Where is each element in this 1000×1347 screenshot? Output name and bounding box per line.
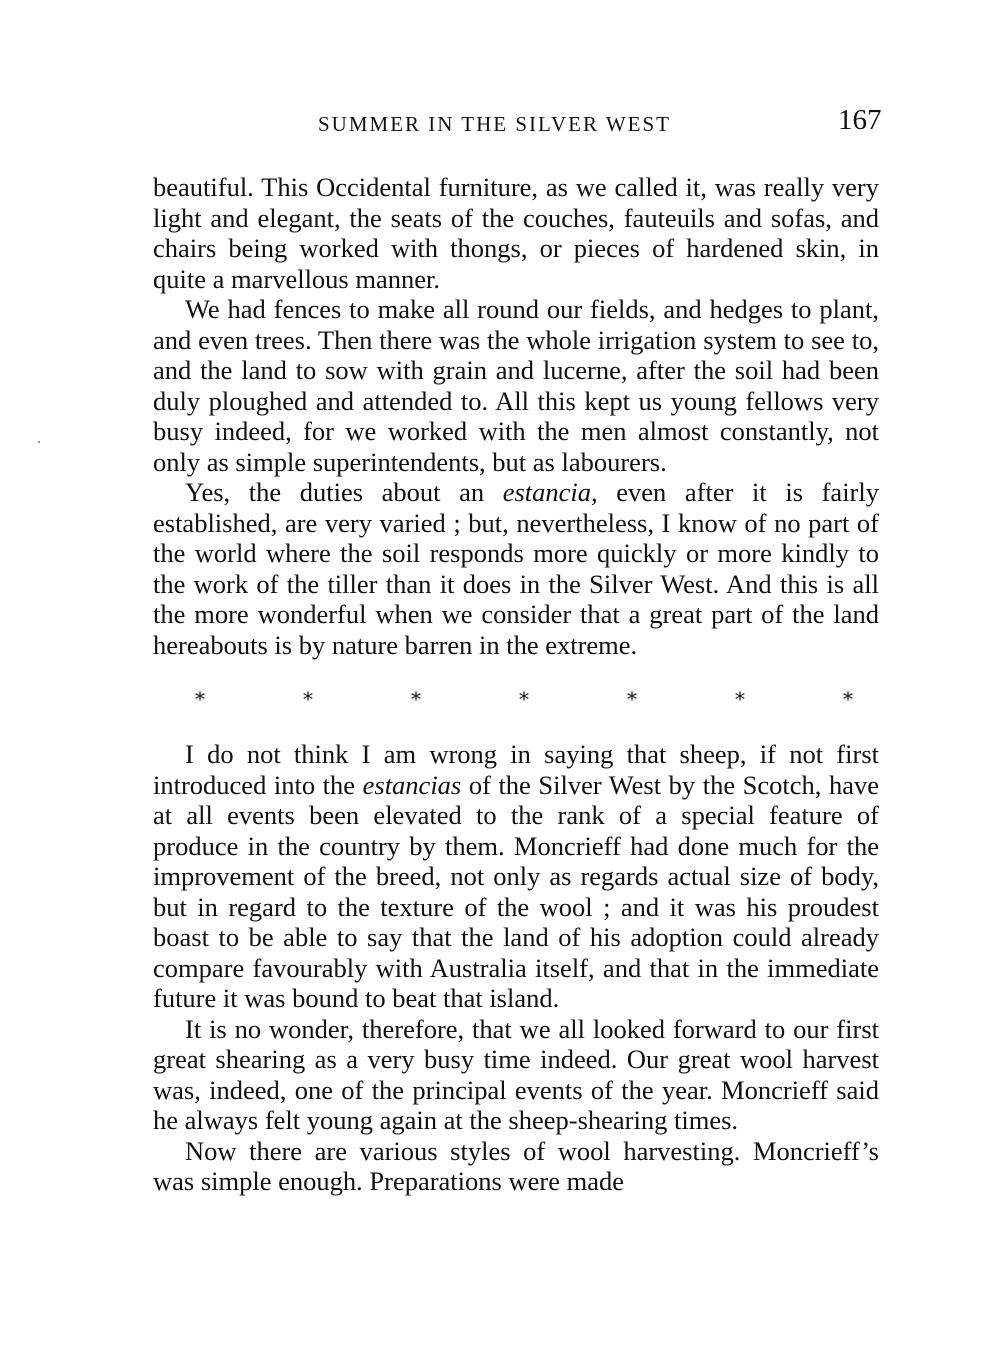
asterisk: *: [303, 687, 313, 711]
paragraph-4-text-a: I do not think I am wrong in saying that sheep, if not first introduced into the: [153, 739, 879, 800]
paragraph-1: beautiful. This Occidental furniture, as we called it, was really very light and elegant, the seats of the couches, fauteuils and sofas, and chairs being worked with thongs, or pieces of hardened skin, in quite a marvellous manner.: [153, 172, 879, 294]
asterisk: *: [735, 687, 745, 711]
paragraph-3: [153, 477, 879, 660]
paragraph-5: It is no wonder, therefore, that we all looked forward to our first great shearing as a very busy time indeed. Our great wool harvest was, indeed, one of the principal events of the year. Moncrieff said he always felt young again at the sheep-shearing times.: [153, 1013, 879, 1135]
paragraph-2: We had fences to make all round our fields, and hedges to plant, and even trees. Then there was the whole irrigation system to see to, and the land to sow with grain and lucerne, after the soil had been duly ploughed and attended to. All this kept us young fellows very busy indeed, for we worked with the men almost constantly, not only as simple superintendents, but as labourers.: [153, 294, 879, 477]
asterisk: *: [627, 687, 637, 711]
page-header: [0, 104, 1000, 144]
asterisk: *: [195, 687, 205, 711]
asterisk: *: [519, 687, 529, 711]
italic-estancias: estancias: [362, 769, 462, 800]
margin-speck: [38, 441, 40, 443]
asterisk: *: [843, 687, 853, 711]
paragraph-6: Now there are various styles of wool harvesting. Moncrieff’s was simple enough. Preparations were made: [153, 1135, 879, 1196]
paragraph-3-text-b: even after it is fairly established, are very varied ; but, nevertheless, I know of no part of the world where the soil responds more quickly or more kindly to the work of the tiller than it does in the Silver West. And this is all the more wonderful when we consider that a great part of the land hereabouts is by nature barren in the extreme.: [153, 477, 879, 660]
asterisk: *: [411, 687, 421, 711]
italic-estancia: estancia,: [502, 477, 598, 507]
paragraph-4-text-b: of the Silver West by the Scotch, have at all events been elevated to the rank of a special feature of produce in the country by them. Moncrieff had done much for the improvement of the breed, not only as regards actual size of body, but in regard to the texture of the wool ; and it was his proudest boast to be able to say that the land of his adoption could already compare favourably with Australia itself, and that in the immediate future it was bound to beat that island.: [153, 769, 879, 1013]
page-body: [153, 172, 879, 1197]
running-title: SUMMER IN THE SILVER WEST: [318, 112, 671, 136]
paragraph-3-text-a: Yes, the duties about an: [185, 477, 503, 507]
page-number: 167: [838, 104, 882, 136]
paragraph-4: [153, 739, 879, 1014]
section-separator: [153, 684, 879, 714]
